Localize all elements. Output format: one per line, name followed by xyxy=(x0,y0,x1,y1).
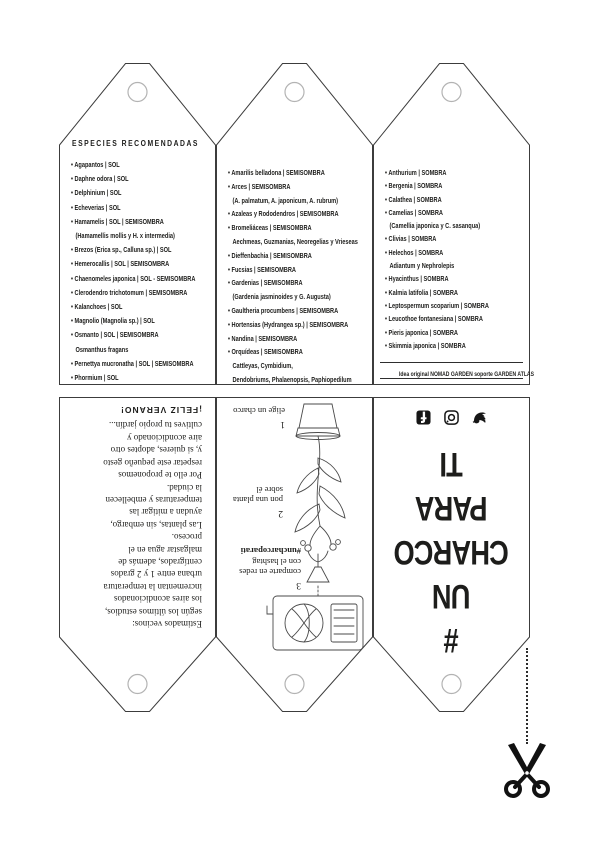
species-line: • Kalmia latifolia | SOMBRA xyxy=(385,286,494,299)
cut-dotted-line xyxy=(526,648,528,744)
species-list-semisombra xyxy=(228,166,373,387)
letter-line: aire acondicionado y xyxy=(127,432,202,443)
species-line: • Dieffenbachia | SEMISOMBRA xyxy=(228,249,337,263)
species-line: • Echeverias | SOL xyxy=(71,201,180,215)
letter-line: incrementan la temperatura xyxy=(103,581,202,592)
species-line: • Gaultheria procumbens | SEMISOMBRA xyxy=(228,304,337,318)
letter-line: cultives tu propio jardín... xyxy=(109,420,202,431)
species-line: • Fucsias | SEMISOMBRA xyxy=(228,263,337,277)
instagram-icon xyxy=(444,410,459,425)
step-text: pon una planta xyxy=(232,495,283,506)
letter-line: según los últimos estudios, xyxy=(104,606,202,617)
social-icons-row xyxy=(373,410,530,425)
ac-drip-plant-illustration xyxy=(265,400,367,654)
species-line: • Nandina | SEMISOMBRA xyxy=(228,332,337,346)
species-line: • Pieris japonica | SOMBRA xyxy=(385,326,494,339)
step-3 xyxy=(221,546,301,590)
step-2 xyxy=(219,485,283,519)
letter-line: Por ello te proponemos xyxy=(118,470,202,481)
credit-text: Idea original NOMAD GARDEN soporte GARDEN ATLAS xyxy=(399,371,534,378)
species-line: • Delphinium | SOL xyxy=(71,186,180,200)
letter-line: Las plantas, sin embargo, xyxy=(110,519,202,530)
tag-back-campaign xyxy=(373,397,530,712)
letter-line: Estimados vecinos: xyxy=(132,619,202,629)
step-text: elige un charco xyxy=(233,406,285,417)
credit-line xyxy=(380,362,534,379)
species-title: ESPECIES RECOMENDADAS xyxy=(72,139,199,148)
species-line: • Amarilis belladona | SEMISOMBRA xyxy=(228,166,337,180)
species-line: • Bergenia | SOMBRA xyxy=(385,179,494,192)
letter-line: respetar este pequeño gesto xyxy=(103,457,202,468)
letter-line: los aires acondicionados xyxy=(114,594,202,605)
campaign-word: PARA xyxy=(415,489,488,527)
species-line: • Helechos | SOMBRA xyxy=(385,246,494,259)
species-line: • Chaenomeles japonica | SOL - SEMISOMBRA xyxy=(71,272,180,286)
step-text: sobre él xyxy=(256,485,283,495)
species-list-sol xyxy=(71,158,216,385)
species-line: • Clerodendro trichotomum | SEMISOMBRA xyxy=(71,286,180,300)
letter-line: ayudan a mitigar las xyxy=(129,507,202,518)
letter-line: temperaturas y embellecen xyxy=(105,494,202,505)
species-list-sombra xyxy=(385,166,530,352)
step-text: comparte en redes xyxy=(239,567,301,578)
tag-back-letter xyxy=(59,397,216,712)
step-number: 1 xyxy=(280,419,285,429)
step-number: 2 xyxy=(278,508,283,518)
species-line: • Leucothoe fontanesiana | SOMBRA xyxy=(385,312,494,325)
species-line: • Calathea | SOMBRA xyxy=(385,193,494,206)
species-line: (Hamamellis mollis y H. x intermedia) xyxy=(75,231,175,241)
letter-line: urbana entre 1 y 2 grados xyxy=(110,569,202,580)
facebook-icon xyxy=(416,410,431,425)
species-line: Adiantum y Nephrolepis xyxy=(389,261,455,271)
species-line: • Magnolio (Magnolia sp.) | SOL xyxy=(71,314,180,328)
letter-line: la ciudad. xyxy=(167,482,202,493)
campaign-word: CHARCO xyxy=(394,533,509,571)
species-line: • Leptospermum scoparium | SOMBRA xyxy=(385,299,494,312)
letter-line: y, si quieres, adoptes otro xyxy=(110,445,202,456)
species-line: • Kalanchoes | SOL xyxy=(71,300,180,314)
tag-front-sol xyxy=(59,63,216,385)
species-line: • Daphne odora | SOL xyxy=(71,172,180,186)
species-line: (A. palmatum, A. japonicum, A. rubrum) xyxy=(232,195,339,205)
species-line: • Hemerocallis | SOL | SEMISOMBRA xyxy=(71,257,180,271)
species-line: • Hyacinthus | SOMBRA xyxy=(385,272,494,285)
step-text: con el hashtag xyxy=(252,557,301,567)
species-line: • Azaleas y Rododendros | SEMISOMBRA xyxy=(228,207,337,221)
species-line: • Arces | SEMISOMBRA xyxy=(228,180,337,194)
tag-front-sombra xyxy=(373,63,534,385)
species-line: • Orquídeas | SEMISOMBRA xyxy=(228,345,337,359)
step-number: 3 xyxy=(296,580,301,590)
species-line: • Skimmia japonica | SOMBRA xyxy=(385,339,494,352)
letter-line: proceso. xyxy=(171,532,202,543)
tag-back-steps xyxy=(216,397,373,712)
species-line: Cattleyas, Cymbidium, xyxy=(232,361,293,371)
twitter-icon xyxy=(472,410,487,425)
letter-text xyxy=(66,404,202,630)
species-line: • Camelias | SOMBRA xyxy=(385,206,494,219)
campaign-title xyxy=(373,442,530,662)
species-line: (Camellia japonica y C. sasanqua) xyxy=(389,221,481,231)
species-line: • Clivias | SOMBRA xyxy=(385,232,494,245)
species-line: • Hortensias (Hydrangea sp.) | SEMISOMBRA xyxy=(228,318,337,332)
species-line: Osmanthus fragans xyxy=(75,344,129,354)
step-1 xyxy=(219,406,285,429)
letter-line: malgastar agua en el xyxy=(128,544,202,555)
campaign-word: TI xyxy=(440,445,463,483)
campaign-word: UN xyxy=(432,577,471,615)
species-line: • Anthurium | SOMBRA xyxy=(385,166,494,179)
pot-icon xyxy=(296,428,340,436)
species-line: • Bromeliáceas | SEMISOMBRA xyxy=(228,221,337,235)
funnel-icon xyxy=(307,567,329,582)
campaign-word: # xyxy=(444,621,459,659)
letter-closing: ¡FELIZ VERANO! xyxy=(120,405,202,416)
species-line: (Gardenia jasminoides y G. Augusta) xyxy=(232,292,331,302)
species-line: • Hamamelis | SOL | SEMISOMBRA xyxy=(71,215,180,229)
letter-line: centígrados, además de xyxy=(118,556,202,567)
species-line: Aechmeas, Guzmanias, Neoregelias y Vrieseas xyxy=(232,236,358,246)
species-line: • Phormium | SOL xyxy=(71,371,180,385)
scissors-icon xyxy=(499,742,555,798)
species-line: • Brezos (Erica sp., Calluna sp.) | SOL xyxy=(71,243,180,257)
species-line: • Agapantos | SOL xyxy=(71,158,180,172)
species-line: • Gardenias | SEMISOMBRA xyxy=(228,276,337,290)
species-line: • Pernettya mucronatha | SOL | SEMISOMBRA xyxy=(71,357,180,371)
species-line: Dendobriums, Phalaenopsis, Paphiopedilum xyxy=(232,374,352,384)
hashtag-text: #uncharcoparati xyxy=(240,546,301,557)
tag-front-semisombra xyxy=(216,63,373,385)
species-line: • Osmanto | SOL | SEMISOMBRA xyxy=(71,328,180,342)
